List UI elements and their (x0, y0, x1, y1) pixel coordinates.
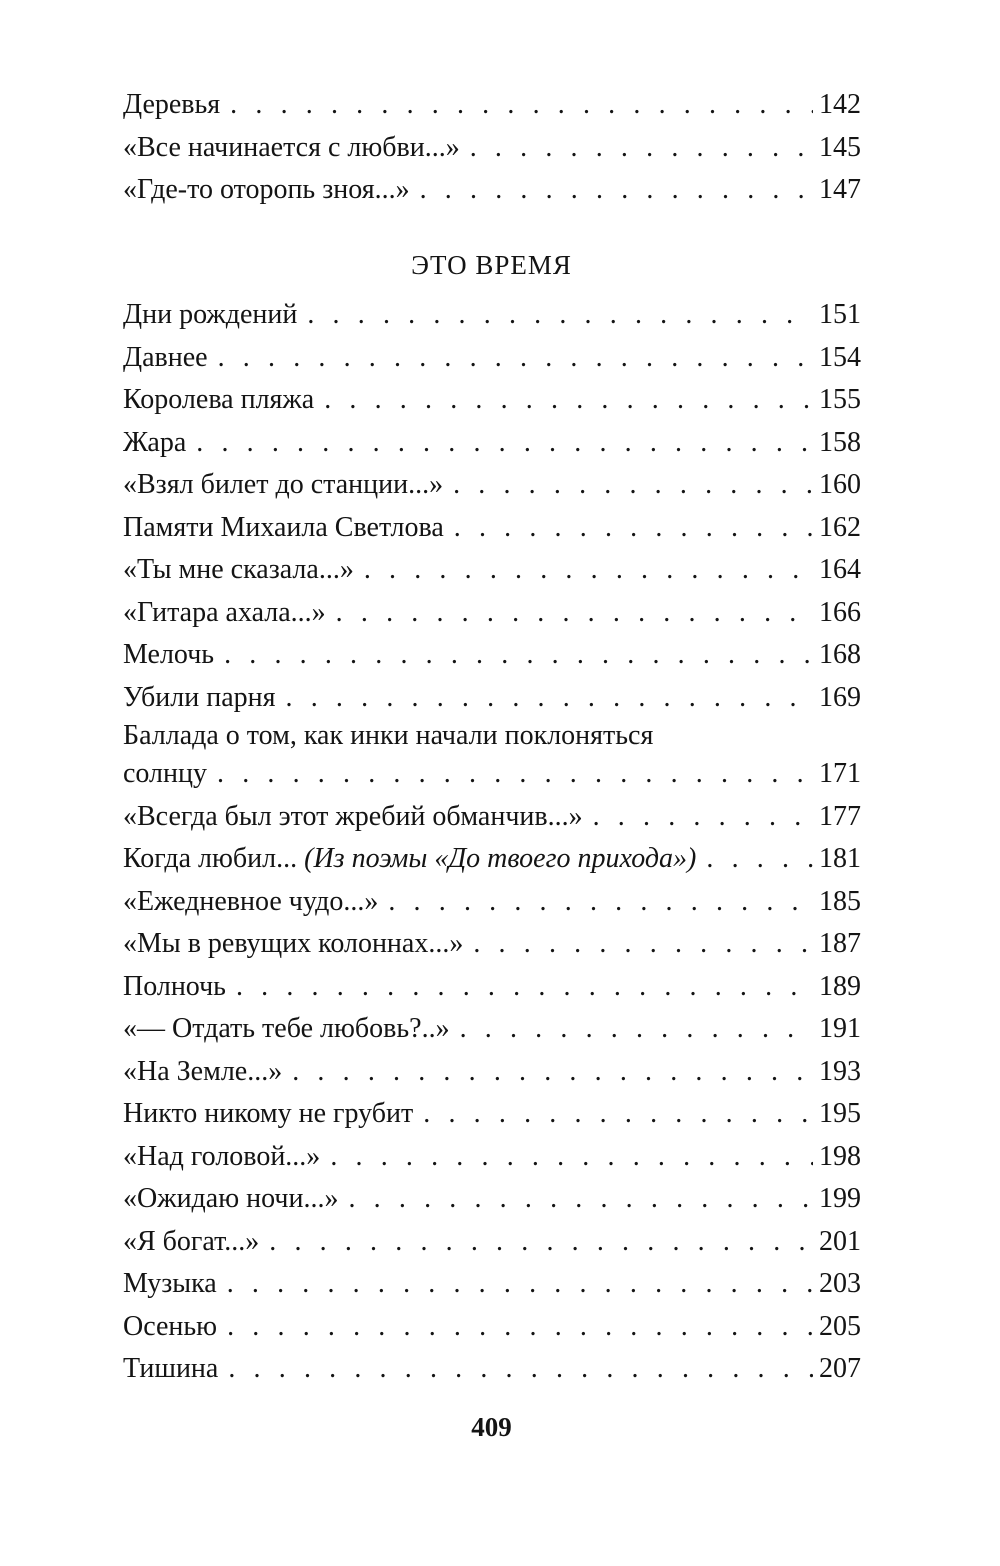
toc-entry-title: «— Отдать тебе любовь?..» (123, 1013, 450, 1044)
dot-leader (420, 169, 813, 212)
dot-leader (470, 127, 813, 170)
dot-leader (269, 1221, 813, 1264)
toc-entry-page: 169 (819, 681, 861, 713)
toc-entry-page: 185 (819, 885, 861, 917)
toc-entry (123, 422, 861, 465)
toc-entry (123, 1263, 861, 1306)
toc-entry (123, 592, 861, 635)
toc-entry-title: Мелочь (123, 639, 215, 670)
toc-entry-title: «Ожидаю ночи...» (123, 1183, 339, 1214)
toc-entry-page: 195 (819, 1098, 861, 1129)
toc-entry-page: 187 (819, 928, 861, 959)
toc-entry (123, 507, 861, 550)
toc-entry-title: Тишина (123, 1353, 219, 1384)
dot-leader (286, 677, 813, 720)
toc-entry-title: «На Земле...» (123, 1055, 283, 1087)
dot-leader (324, 379, 813, 422)
dot-leader (454, 507, 813, 550)
section-heading: ЭТО ВРЕМЯ (411, 250, 572, 280)
toc-entry (123, 796, 861, 839)
toc-entry-page: 166 (819, 596, 861, 628)
toc-entry-title-italic: (Из поэмы «До твоего прихода») (304, 843, 697, 874)
dot-leader (453, 464, 813, 507)
dot-leader (348, 1178, 813, 1221)
toc-entry (123, 464, 861, 507)
toc-entry (123, 84, 861, 127)
toc-entry (123, 1348, 861, 1391)
toc-entry (123, 294, 861, 337)
dot-leader (706, 838, 813, 881)
toc-entry-title: «Где-то оторопь зноя...» (123, 174, 410, 205)
toc-entry-title: Королева пляжа (123, 384, 315, 415)
toc-previous-section (123, 84, 861, 212)
dot-leader (307, 294, 813, 337)
toc-entry (123, 1051, 861, 1094)
toc-entry-page: 162 (819, 511, 861, 543)
toc-entry (123, 677, 861, 720)
toc-entry-page: 198 (819, 1140, 861, 1172)
toc-entry-title: «Всегда был этот жребий обманчив...» (123, 800, 583, 832)
toc-entry (123, 634, 861, 677)
toc-entry (123, 1178, 861, 1221)
toc-entry (123, 169, 861, 212)
toc-entry (123, 549, 861, 592)
toc-entry-title: «Над головой...» (123, 1140, 321, 1172)
toc-entry-title: «Взял билет до станции...» (123, 469, 444, 500)
toc-entry (123, 753, 861, 796)
toc-entry-title: Давнее (123, 341, 208, 373)
toc-entry-page: 160 (819, 469, 861, 500)
dot-leader (388, 881, 813, 924)
toc-entry-page: 142 (819, 89, 861, 120)
toc-entry-title-main: Когда любил... (123, 843, 305, 874)
toc-entry-page: 158 (819, 426, 861, 458)
toc-entry-title: Деревья (123, 89, 221, 120)
toc-entry-title: «Я богат...» (123, 1225, 260, 1257)
toc-entry (123, 1221, 861, 1264)
toc-entry (123, 337, 861, 380)
dot-leader (217, 753, 813, 796)
dot-leader (423, 1093, 813, 1136)
dot-leader (336, 592, 813, 635)
toc-entry-page: 203 (819, 1268, 861, 1299)
toc-entry-title: Памяти Михаила Светлова (123, 511, 444, 543)
dot-leader (593, 796, 813, 839)
dot-leader (224, 634, 813, 677)
dot-leader (218, 337, 813, 380)
toc-entry-page: 181 (819, 843, 861, 874)
toc-entry-page: 147 (819, 174, 861, 205)
dot-leader (364, 549, 813, 592)
toc-entry-page: 154 (819, 341, 861, 373)
toc-entry-title: Никто никому не грубит (123, 1098, 414, 1129)
toc-entry (123, 923, 861, 966)
toc-entry (123, 127, 861, 170)
toc-entry-page: 189 (819, 970, 861, 1002)
toc-entry-title: Баллада о том, как инки начали поклоняться (123, 720, 654, 751)
dot-leader (227, 1306, 813, 1349)
toc-entry-title: «Ты мне сказала...» (123, 554, 354, 585)
toc-entry-page: 201 (819, 1225, 861, 1257)
toc-entry-page: 164 (819, 554, 861, 585)
toc-entry (123, 379, 861, 422)
toc-entry-page: 177 (819, 800, 861, 832)
toc-entry (123, 1306, 861, 1349)
toc-entry-page: 191 (819, 1013, 861, 1044)
dot-leader (196, 422, 813, 465)
toc-entry-title: «Все начинается с любви...» (123, 131, 460, 163)
dot-leader (228, 1348, 813, 1391)
toc-entry-title: «Мы в ревущих колоннах...» (123, 928, 464, 959)
dot-leader (292, 1051, 813, 1094)
toc-entry-page: 171 (819, 758, 861, 789)
toc-entry-page: 207 (819, 1353, 861, 1384)
toc-entry-page: 145 (819, 131, 861, 163)
toc-entry-title: Убили парня (123, 681, 276, 713)
toc-entry (123, 881, 861, 924)
toc-entry-page: 168 (819, 639, 861, 670)
dot-leader (473, 923, 813, 966)
page-number: 409 (471, 1412, 512, 1442)
toc-section-list (123, 294, 861, 1391)
toc-entry-title: Осенью (123, 1310, 218, 1342)
toc-entry-page: 155 (819, 384, 861, 415)
toc-entry-first-line (123, 719, 861, 753)
toc-entry-title: Музыка (123, 1268, 217, 1299)
toc-entry (123, 966, 861, 1009)
dot-leader (460, 1008, 813, 1051)
dot-leader (330, 1136, 813, 1179)
dot-leader (227, 1263, 813, 1306)
toc-entry (123, 838, 861, 881)
dot-leader (236, 966, 813, 1009)
toc-entry-title: Жара (123, 426, 187, 458)
toc-entry-page: 151 (819, 299, 861, 330)
toc-entry-title: «Ежедневное чудо...» (123, 885, 379, 917)
toc-entry-title: Дни рождений (123, 299, 298, 330)
toc-entry-page: 199 (819, 1183, 861, 1214)
toc-entry-title: «Гитара ахала...» (123, 596, 326, 628)
toc-entry-title-continued: солнцу (123, 758, 207, 789)
toc-entry-page: 205 (819, 1310, 861, 1342)
toc-entry-page: 193 (819, 1055, 861, 1087)
dot-leader (230, 84, 813, 127)
toc-entry (123, 1093, 861, 1136)
toc-entry-title: Полночь (123, 970, 226, 1002)
toc-entry (123, 1008, 861, 1051)
toc-entry (123, 1136, 861, 1179)
toc-entry-title (123, 838, 696, 881)
